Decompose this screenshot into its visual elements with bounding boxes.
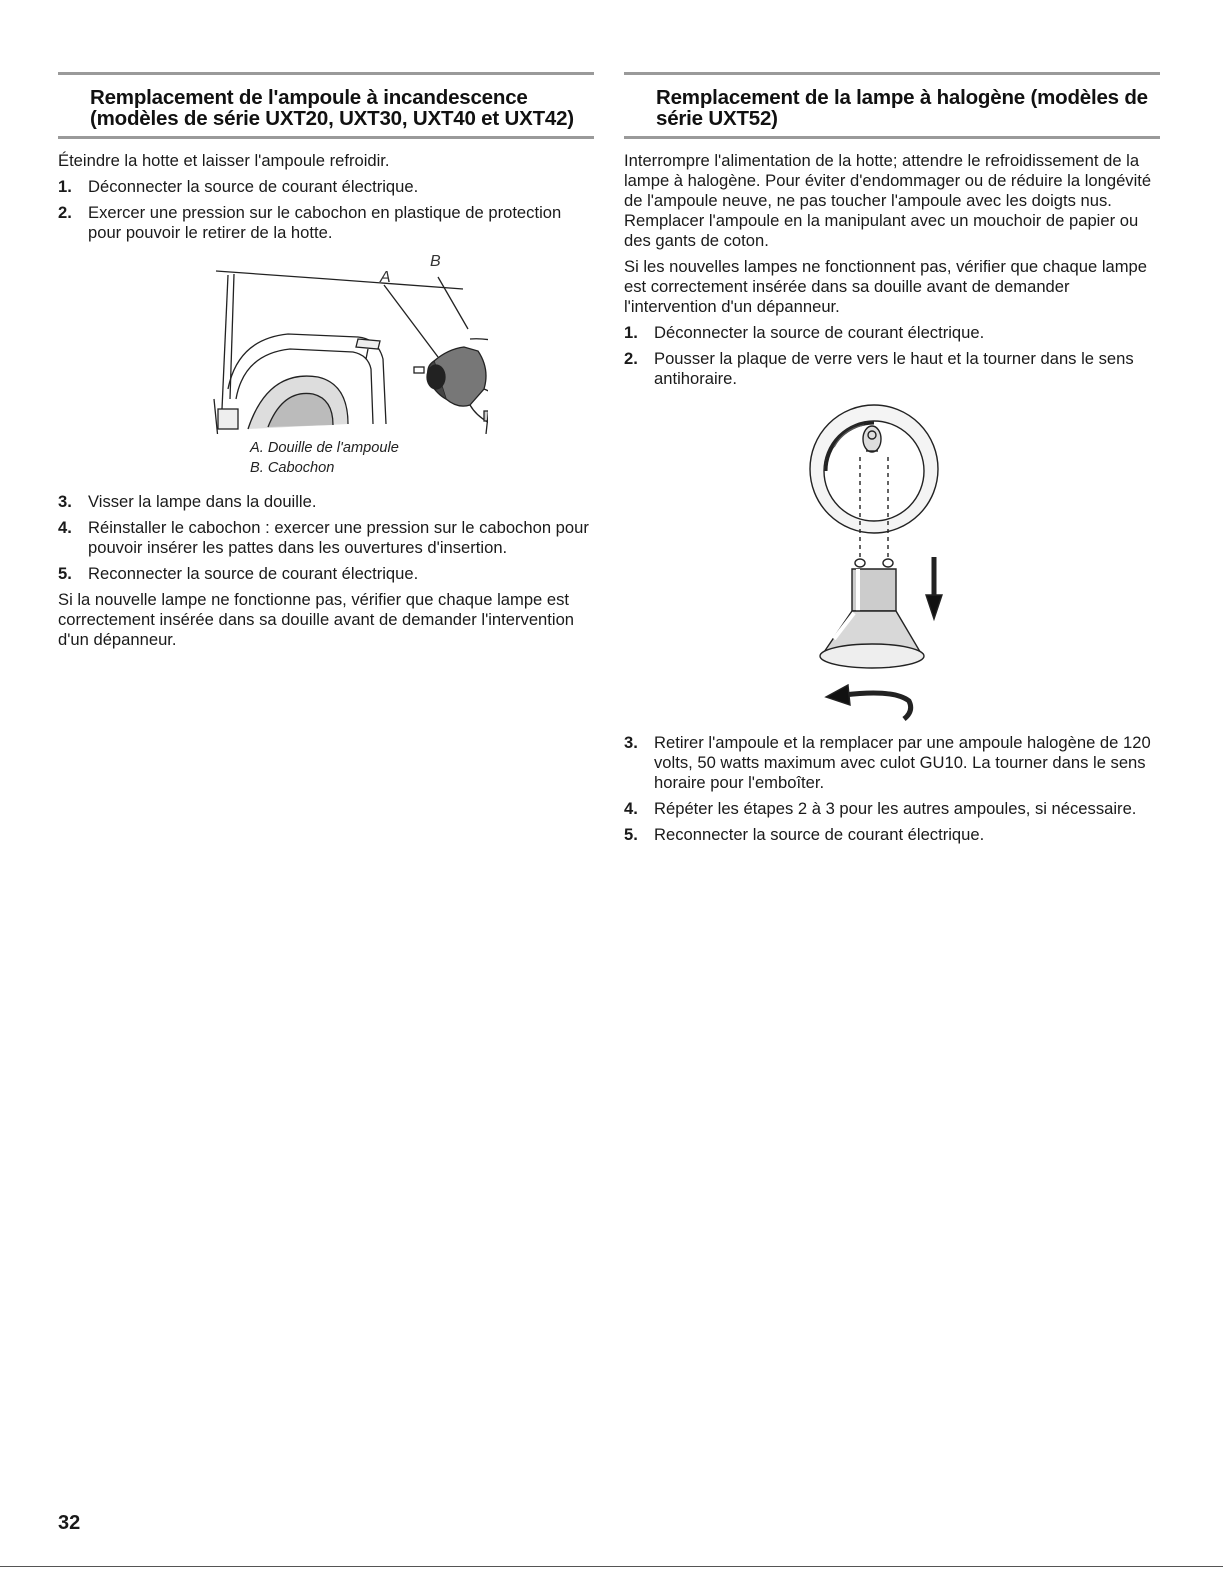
list-item <box>624 323 1160 343</box>
right-paragraph-1: Interrompre l'alimentation de la hotte; attendre le refroidissement de la lampe à halogène. Pour éviter d'endommager ou de réduire la longévité de l'ampoule neuve, ne pas toucher l'ampoule avec les doigts nus. Remplacer l'ampoule en la manipulant avec un mouchoir de papier ou des gants de coton. <box>624 151 1152 250</box>
step-text: Retirer l'ampoule et la remplacer par une ampoule halogène de 120 volts, 50 watts maximum avec culot GU10. La tourner dans le sens horaire pour l'emboîter. <box>654 733 1151 792</box>
page-number: 32 <box>58 1512 81 1534</box>
left-steps-before <box>58 177 594 243</box>
halogen-bulb-figure <box>624 399 1160 729</box>
right-steps-after <box>624 733 1160 845</box>
left-section-title: Remplacement de l'ampoule à incandescence (modèles de série UXT20, UXT30, UXT40 et UXT42) <box>90 86 574 130</box>
step-text: Répéter les étapes 2 à 3 pour les autres ampoules, si nécessaire. <box>654 799 1137 818</box>
left-intro: Éteindre la hotte et laisser l'ampoule refroidir. <box>58 151 390 170</box>
step-text: Reconnecter la source de courant électrique. <box>88 564 419 583</box>
step-number: 2. <box>58 203 72 222</box>
step-number: 3. <box>624 733 638 752</box>
hood-socket-illustration <box>208 249 488 434</box>
step-number: 5. <box>624 825 638 844</box>
label-a: A <box>380 269 391 286</box>
step-text: Reconnecter la source de courant électrique. <box>654 825 985 844</box>
incandescent-bulb-figure <box>58 249 594 434</box>
step-number: 3. <box>58 492 72 511</box>
list-item <box>624 799 1160 819</box>
caption-b: B. Cabochon <box>250 460 335 476</box>
step-number: 5. <box>58 564 72 583</box>
left-section-header <box>58 72 594 139</box>
step-text: Exercer une pression sur le cabochon en plastique de protection pour pouvoir le retirer de la hotte. <box>88 203 562 242</box>
right-paragraph-2: Si les nouvelles lampes ne fonctionnent pas, vérifier que chaque lampe est correctement insérée dans sa douille avant de demander l'intervention d'un dépanneur. <box>624 257 1148 316</box>
right-column <box>624 72 1160 851</box>
step-text: Déconnecter la source de courant électrique. <box>88 177 419 196</box>
step-number: 4. <box>58 518 72 537</box>
caption-a: A. Douille de l'ampoule <box>250 440 399 456</box>
right-section-title: Remplacement de la lampe à halogène (modèles de série UXT52) <box>656 86 1148 130</box>
list-item <box>624 825 1160 845</box>
list-item <box>58 518 594 558</box>
right-section-header <box>624 72 1160 139</box>
step-text: Déconnecter la source de courant électrique. <box>654 323 985 342</box>
left-steps-after <box>58 492 594 584</box>
left-column <box>58 72 594 656</box>
list-item <box>624 733 1160 793</box>
step-text: Visser la lampe dans la douille. <box>88 492 317 511</box>
list-item <box>624 349 1160 389</box>
figure-captions <box>58 438 594 478</box>
list-item <box>58 177 594 197</box>
step-number: 4. <box>624 799 638 818</box>
step-number: 1. <box>58 177 72 196</box>
left-outro: Si la nouvelle lampe ne fonctionne pas, vérifier que chaque lampe est correctement insérée dans sa douille avant de demander l'intervention d'un dépanneur. <box>58 590 575 649</box>
bottom-divider <box>0 1566 1223 1567</box>
right-steps-before <box>624 323 1160 389</box>
step-text: Pousser la plaque de verre vers le haut et la tourner dans le sens antihoraire. <box>654 349 1134 388</box>
step-number: 1. <box>624 323 638 342</box>
list-item <box>58 564 594 584</box>
halogen-bulb-illustration <box>804 399 974 729</box>
list-item <box>58 203 594 243</box>
label-b: B <box>430 253 441 270</box>
list-item <box>58 492 594 512</box>
step-text: Réinstaller le cabochon : exercer une pression sur le cabochon pour pouvoir insérer les pattes dans les ouvertures d'insertion. <box>88 518 589 557</box>
step-number: 2. <box>624 349 638 368</box>
